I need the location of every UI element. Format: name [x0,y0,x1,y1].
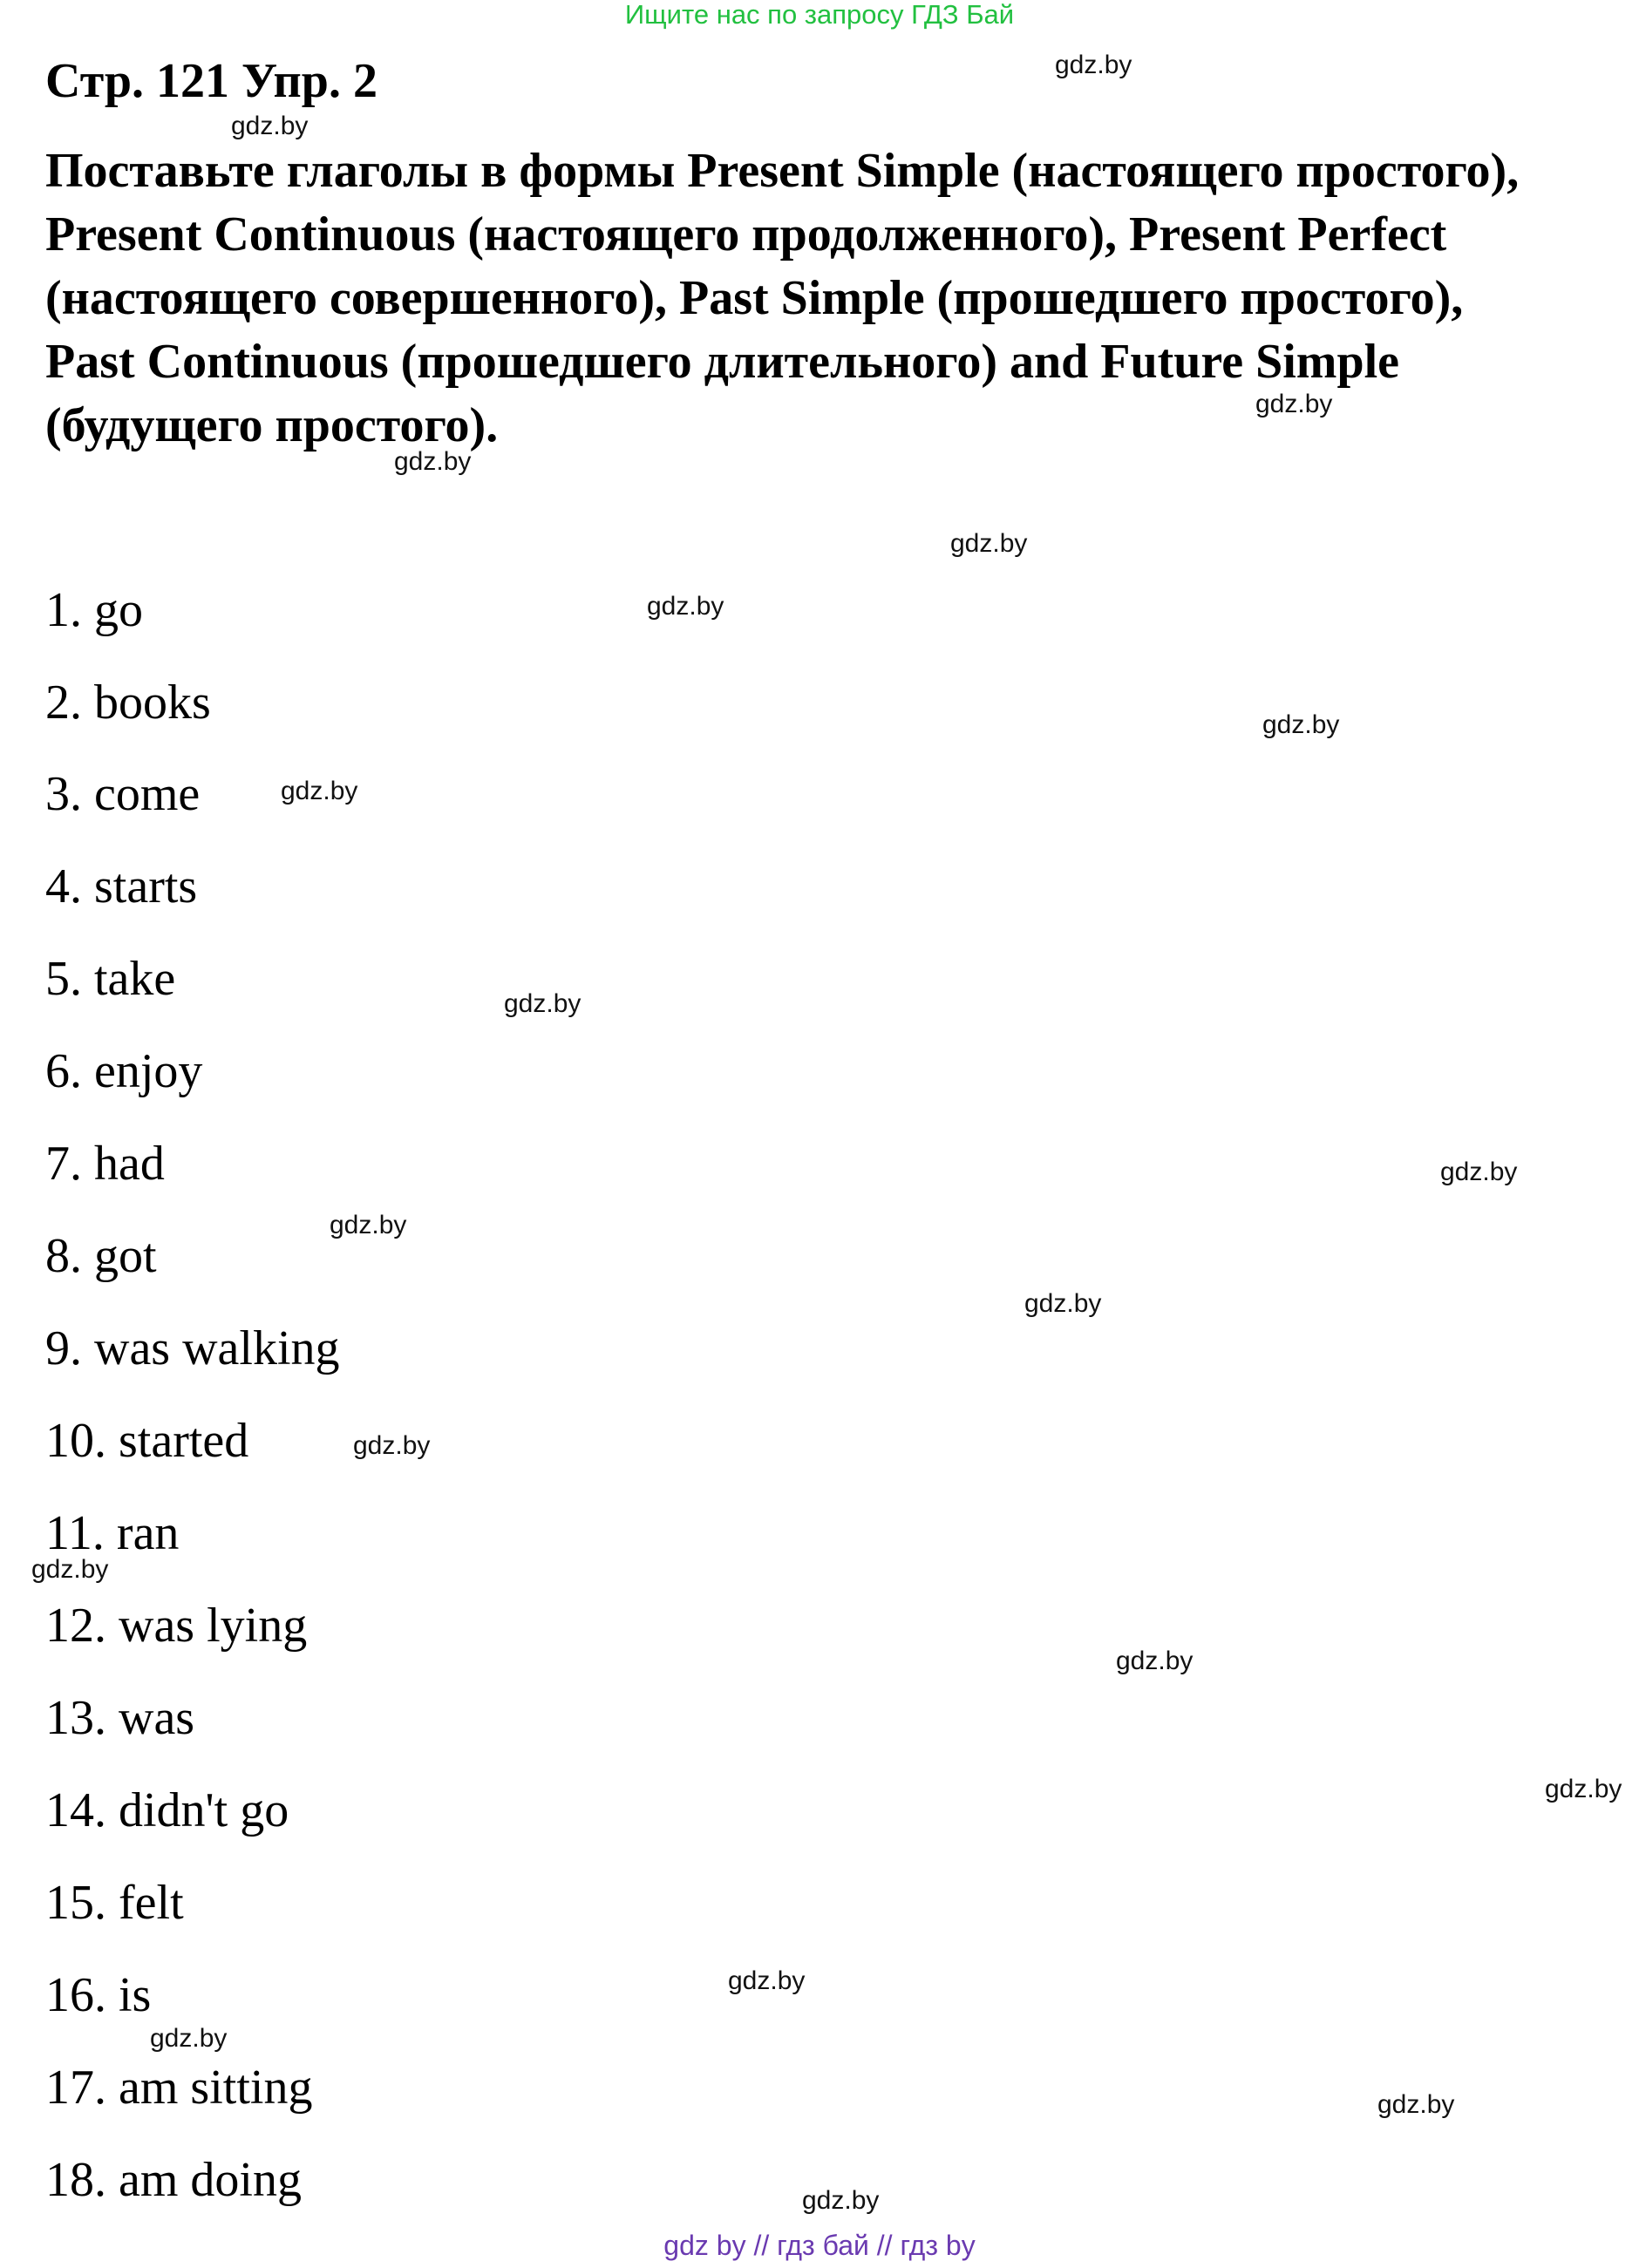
watermark: gdz.by [950,529,1028,558]
answer-item: 8. got [45,1229,157,1283]
watermark: gdz.by [1055,51,1132,79]
exercise-instruction: Поставьте глаголы в формы Present Simple (настоящего простого), Present Continuous (настоящего продолженного), Present Perfect (настоящего совершенного), Past Simple (прошедшего простого), Past Continuous (прошедшего длительного) and Future Simple (будущего простого). [45,144,1520,452]
watermark: gdz.by [1377,2090,1455,2119]
watermark: gdz.by [1024,1289,1102,1318]
top-banner[interactable]: Ищите нас по запросу ГДЗ Бай [624,0,1015,30]
answer-item: 3. come [45,767,201,821]
answer-item: 11. ran [45,1506,180,1560]
watermark: gdz.by [281,777,358,805]
watermark: gdz.by [1255,390,1333,418]
watermark: gdz.by [1116,1647,1194,1675]
watermark: gdz.by [504,989,581,1018]
watermark: gdz.by [728,1966,806,1995]
answer-item: 2. books [45,676,211,730]
watermark: gdz.by [31,1555,109,1584]
footer-links[interactable]: gdz by // гдз бай // гдз by [663,2230,976,2261]
answer-item: 12. was lying [45,1599,308,1653]
answer-item: 15. felt [45,1876,184,1930]
answer-item: 7. had [45,1137,165,1191]
answer-item: 4. starts [45,859,198,913]
watermark: gdz.by [647,592,724,621]
answer-item: 16. is [45,1968,152,2022]
answer-item: 17. am sitting [45,2061,313,2115]
answer-item: 5. take [45,952,176,1006]
page-title: Стр. 121 Упр. 2 [45,54,377,108]
answer-item: 9. was walking [45,1321,340,1375]
watermark: gdz.by [330,1211,407,1239]
answer-item: 18. am doing [45,2153,302,2207]
answer-item: 14. didn't go [45,1783,289,1837]
answer-item: 6. enjoy [45,1044,203,1098]
watermark: gdz.by [150,2024,228,2053]
watermark: gdz.by [1440,1158,1518,1186]
answer-item: 1. go [45,583,143,637]
watermark: gdz.by [802,2186,880,2215]
watermark: gdz.by [1545,1775,1622,1803]
watermark: gdz.by [231,112,309,140]
answer-item: 13. was [45,1691,195,1745]
watermark: gdz.by [1262,710,1340,739]
watermark: gdz.by [394,447,472,476]
watermark: gdz.by [353,1431,431,1460]
answer-item: 10. started [45,1414,249,1468]
